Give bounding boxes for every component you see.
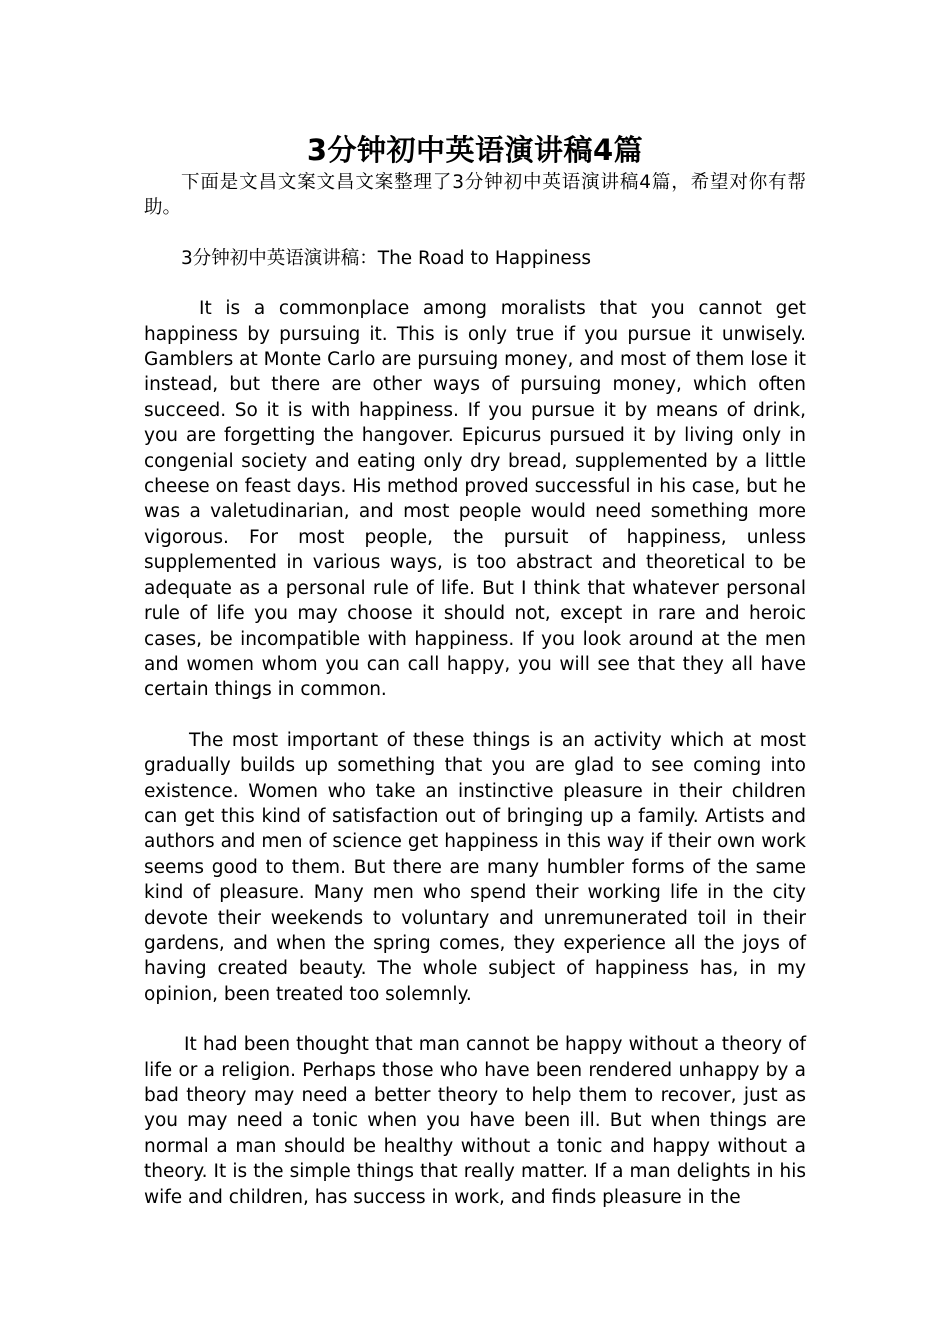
intro-paragraph: 下面是文昌文案文昌文案整理了3分钟初中英语演讲稿4篇，希望对你有帮助。 <box>144 172 806 219</box>
document-content <box>144 130 806 1210</box>
section-heading: 3分钟初中英语演讲稿：The Road to Happiness <box>181 247 592 269</box>
body-paragraph-1: It is a commonplace among moralists that you cannot get happiness by pursuing it. This is only true if you pursue it unwisely. Gamblers at Monte Carlo are pursuing money, and most of them lose it instead, but there are other ways of pursuing money, which often succeed. So it is with happiness. If you pursue it by means of drink, you are forgetting the hangover. Epicurus pursued it by living only in congenial society and eating only dry bread, supplemented by a little cheese on feast days. His method proved successful in his case, but he was a valetudinarian, and most people would need something more vigorous. For most people, the pursuit of happiness, unless supplemented in various ways, is too abstract and theoretical to be adequate as a personal rule of life. But I think that whatever personal rule of life you may choose it should not, except in rare and heroic cases, be incompatible with happiness. If you look around at the men and women whom you can call happy, you will see that they all have certain things in common. <box>144 298 806 701</box>
body-paragraph-2: The most important of these things is an activity which at most gradually builds up something that you are glad to see coming into existence. Women who take an instinctive pleasure in their children can get this kind of satisfaction out of bringing up a family. Artists and authors and men of science get happiness in this way if their own work seems good to them. But there are many humbler forms of the same kind of pleasure. Many men who spend their working life in the city devote their weekends to voluntary and unremunerated toil in their gardens, and when the spring comes, they experience all the joys of having created beauty. The whole subject of happiness has, in my opinion, been treated too solemnly. <box>144 729 806 1005</box>
document-title: 3分钟初中英语演讲稿4篇 <box>306 133 644 167</box>
body-paragraph-3: It had been thought that man cannot be happy without a theory of life or a religion. Perhaps those who have been rendered unhappy by a bad theory may need a better theory to help them to recover, just as you may need a tonic when you have been ill. But when things are normal a man should be healthy without a tonic and happy without a theory. It is the simple things that really matter. If a man delights in his wife and children, has success in work, and finds pleasure in the <box>144 1034 806 1208</box>
